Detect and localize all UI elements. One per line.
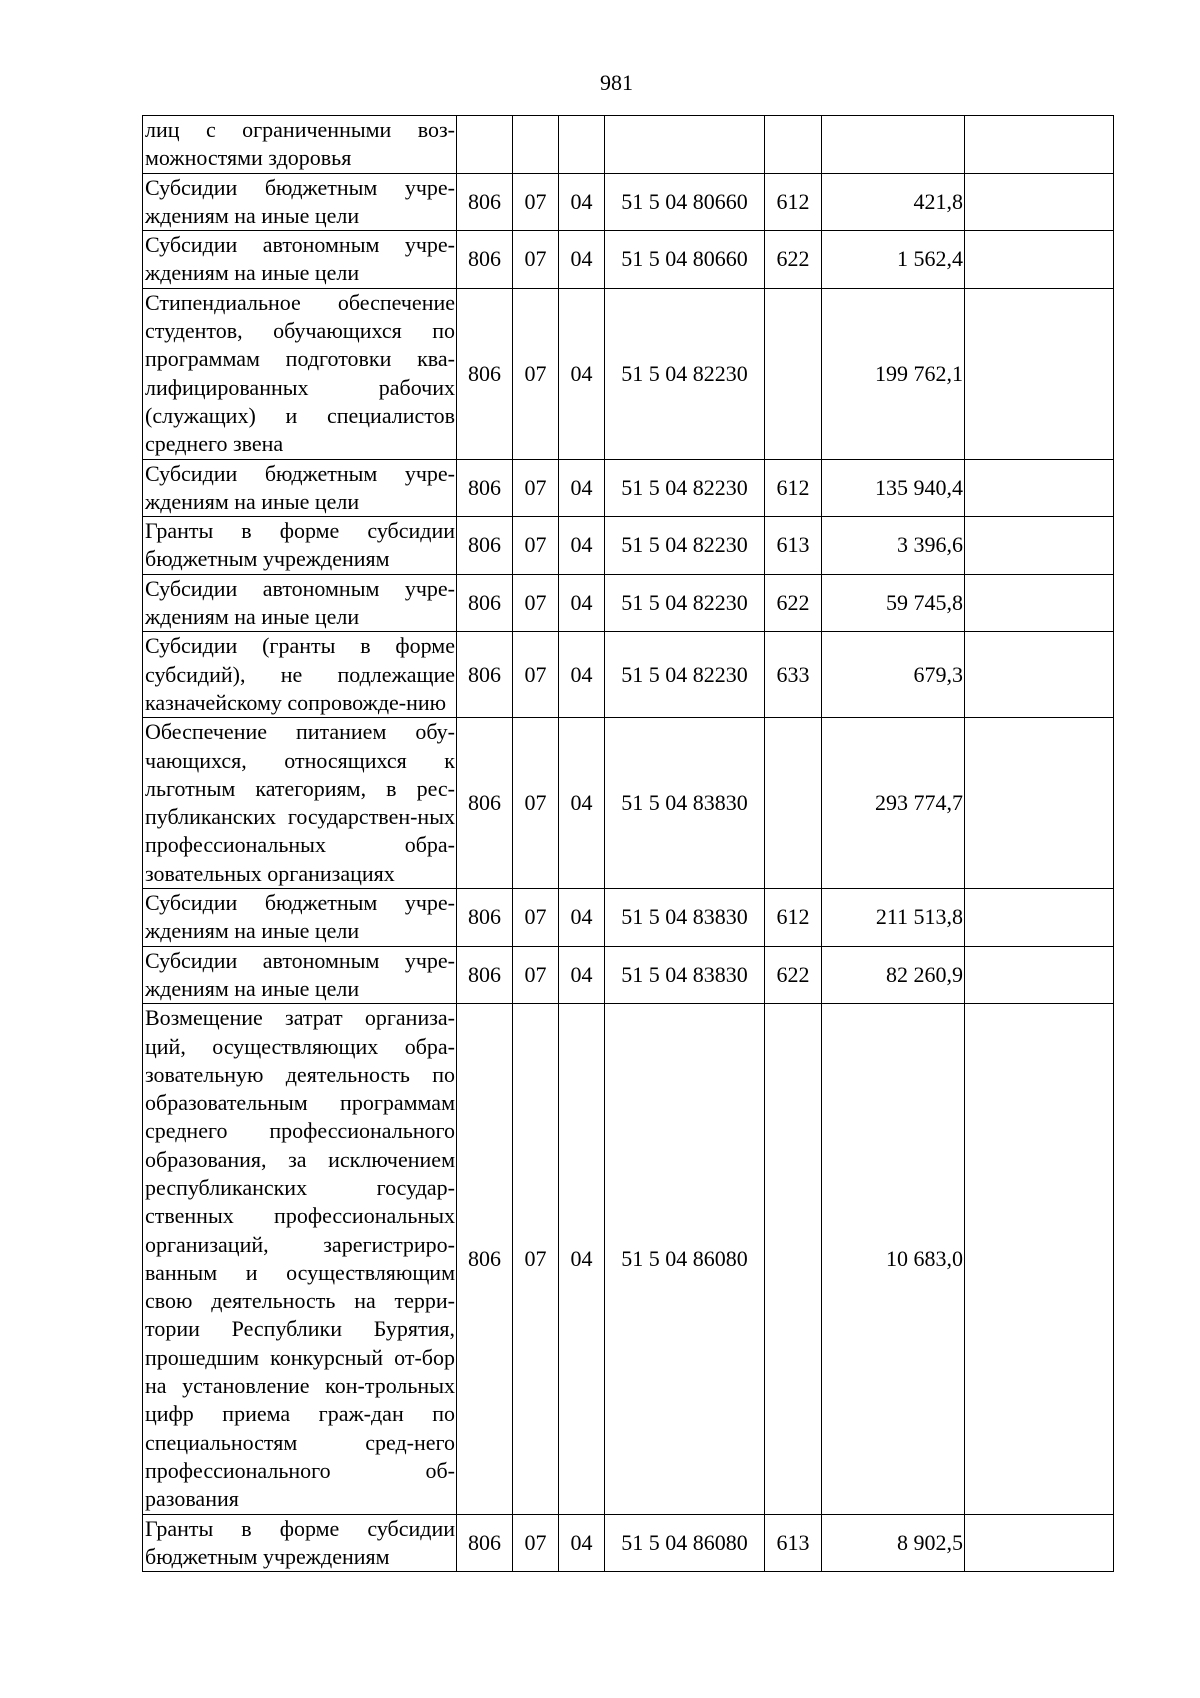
- cell-pr: 04: [559, 517, 605, 575]
- cell-csr: 51 5 04 83830: [605, 946, 765, 1004]
- cell-sum: 199 762,1: [822, 288, 965, 459]
- cell-sum: 82 260,9: [822, 946, 965, 1004]
- cell-sum: 211 513,8: [822, 889, 965, 947]
- cell-ved: 806: [457, 288, 513, 459]
- cell-rz: 07: [513, 288, 559, 459]
- cell-rz: [513, 116, 559, 174]
- cell-pr: 04: [559, 173, 605, 231]
- cell-sum: 1 562,4: [822, 231, 965, 289]
- cell-name: лиц с ограниченными воз-можностями здоровья: [143, 116, 457, 174]
- cell-csr: 51 5 04 82230: [605, 288, 765, 459]
- cell-rz: 07: [513, 574, 559, 632]
- cell-pr: 04: [559, 288, 605, 459]
- cell-csr: 51 5 04 86080: [605, 1514, 765, 1572]
- cell-ved: [457, 116, 513, 174]
- cell-ved: 806: [457, 946, 513, 1004]
- cell-vr: [765, 1004, 822, 1514]
- cell-vr: 633: [765, 632, 822, 718]
- cell-csr: [605, 116, 765, 174]
- cell-pr: 04: [559, 718, 605, 889]
- cell-rz: 07: [513, 718, 559, 889]
- cell-sum: [822, 116, 965, 174]
- cell-vr: 612: [765, 173, 822, 231]
- cell-ved: 806: [457, 1004, 513, 1514]
- cell-vr: [765, 718, 822, 889]
- cell-sum: 421,8: [822, 173, 965, 231]
- table-row: [143, 459, 1114, 517]
- cell-extra: [965, 1004, 1114, 1514]
- cell-csr: 51 5 04 82230: [605, 459, 765, 517]
- table-row: [143, 1004, 1114, 1514]
- cell-vr: 613: [765, 1514, 822, 1572]
- cell-pr: 04: [559, 231, 605, 289]
- cell-rz: 07: [513, 1004, 559, 1514]
- cell-csr: 51 5 04 82230: [605, 517, 765, 575]
- table-row: [143, 231, 1114, 289]
- cell-ved: 806: [457, 718, 513, 889]
- cell-ved: 806: [457, 574, 513, 632]
- cell-pr: 04: [559, 459, 605, 517]
- table-row: [143, 116, 1114, 174]
- table-row: [143, 718, 1114, 889]
- cell-pr: 04: [559, 574, 605, 632]
- cell-pr: 04: [559, 946, 605, 1004]
- cell-vr: 622: [765, 231, 822, 289]
- cell-extra: [965, 459, 1114, 517]
- cell-pr: 04: [559, 632, 605, 718]
- cell-name: Субсидии бюджетным учре-ждениям на иные цели: [143, 889, 457, 947]
- cell-name: Субсидии автономным учре-ждениям на иные цели: [143, 574, 457, 632]
- cell-ved: 806: [457, 231, 513, 289]
- cell-name: Субсидии автономным учре-ждениям на иные цели: [143, 231, 457, 289]
- cell-sum: 59 745,8: [822, 574, 965, 632]
- cell-sum: 8 902,5: [822, 1514, 965, 1572]
- cell-sum: 135 940,4: [822, 459, 965, 517]
- cell-name: Субсидии (гранты в форме субсидий), не подлежащие казначейскому сопровожде-нию: [143, 632, 457, 718]
- cell-name: Гранты в форме субсидии бюджетным учреждениям: [143, 517, 457, 575]
- cell-csr: 51 5 04 80660: [605, 173, 765, 231]
- cell-ved: 806: [457, 1514, 513, 1572]
- cell-ved: 806: [457, 459, 513, 517]
- table-row: [143, 1514, 1114, 1572]
- cell-name: Стипендиальное обеспечение студентов, обучающихся по программам подготовки ква-лифицированных рабочих (служащих) и специалистов среднего звена: [143, 288, 457, 459]
- cell-extra: [965, 116, 1114, 174]
- cell-extra: [965, 632, 1114, 718]
- cell-rz: 07: [513, 173, 559, 231]
- cell-extra: [965, 946, 1114, 1004]
- cell-rz: 07: [513, 1514, 559, 1572]
- cell-extra: [965, 574, 1114, 632]
- cell-vr: 612: [765, 889, 822, 947]
- page-number: 981: [600, 70, 633, 95]
- cell-csr: 51 5 04 82230: [605, 632, 765, 718]
- cell-sum: 679,3: [822, 632, 965, 718]
- cell-pr: 04: [559, 889, 605, 947]
- cell-name: Субсидии бюджетным учре-ждениям на иные цели: [143, 173, 457, 231]
- table-row: [143, 946, 1114, 1004]
- cell-extra: [965, 718, 1114, 889]
- cell-name: Субсидии автономным учре-ждениям на иные цели: [143, 946, 457, 1004]
- cell-vr: 622: [765, 574, 822, 632]
- cell-ved: 806: [457, 517, 513, 575]
- cell-csr: 51 5 04 80660: [605, 231, 765, 289]
- cell-sum: 293 774,7: [822, 718, 965, 889]
- cell-rz: 07: [513, 231, 559, 289]
- cell-vr: [765, 288, 822, 459]
- table-row: [143, 632, 1114, 718]
- table-body: [143, 116, 1114, 1572]
- cell-vr: 613: [765, 517, 822, 575]
- cell-ved: 806: [457, 889, 513, 947]
- table-row: [143, 288, 1114, 459]
- cell-rz: 07: [513, 946, 559, 1004]
- cell-csr: 51 5 04 83830: [605, 718, 765, 889]
- cell-vr: 612: [765, 459, 822, 517]
- cell-extra: [965, 517, 1114, 575]
- cell-extra: [965, 231, 1114, 289]
- cell-ved: 806: [457, 632, 513, 718]
- table-row: [143, 173, 1114, 231]
- cell-sum: 10 683,0: [822, 1004, 965, 1514]
- cell-pr: 04: [559, 1004, 605, 1514]
- cell-csr: 51 5 04 82230: [605, 574, 765, 632]
- budget-table: [142, 115, 1114, 1572]
- cell-extra: [965, 288, 1114, 459]
- cell-csr: 51 5 04 86080: [605, 1004, 765, 1514]
- cell-pr: [559, 116, 605, 174]
- cell-ved: 806: [457, 173, 513, 231]
- cell-name: Субсидии бюджетным учре-ждениям на иные цели: [143, 459, 457, 517]
- cell-rz: 07: [513, 632, 559, 718]
- cell-rz: 07: [513, 517, 559, 575]
- table-row: [143, 574, 1114, 632]
- cell-csr: 51 5 04 83830: [605, 889, 765, 947]
- cell-extra: [965, 173, 1114, 231]
- cell-name: Обеспечение питанием обу-чающихся, относящихся к льготным категориям, в рес-публиканских государствен-ных профессиональных обра-зовательных организациях: [143, 718, 457, 889]
- cell-sum: 3 396,6: [822, 517, 965, 575]
- cell-name: Гранты в форме субсидии бюджетным учреждениям: [143, 1514, 457, 1572]
- cell-rz: 07: [513, 459, 559, 517]
- table-row: [143, 517, 1114, 575]
- table-row: [143, 889, 1114, 947]
- cell-vr: 622: [765, 946, 822, 1004]
- cell-rz: 07: [513, 889, 559, 947]
- cell-pr: 04: [559, 1514, 605, 1572]
- cell-name: Возмещение затрат организа-ций, осуществляющих обра-зовательную деятельность по образовательным программам среднего профессионального образования, за исключением республиканских государ-ственных профессиональных организаций, зарегистриро-ванным и осуществляющим свою деятельность на терри-тории Республики Бурятия, прошедшим конкурсный от-бор на установление кон-трольных цифр приема граж-дан по специальностям сред-него профессионального об-разования: [143, 1004, 457, 1514]
- cell-extra: [965, 889, 1114, 947]
- cell-vr: [765, 116, 822, 174]
- cell-extra: [965, 1514, 1114, 1572]
